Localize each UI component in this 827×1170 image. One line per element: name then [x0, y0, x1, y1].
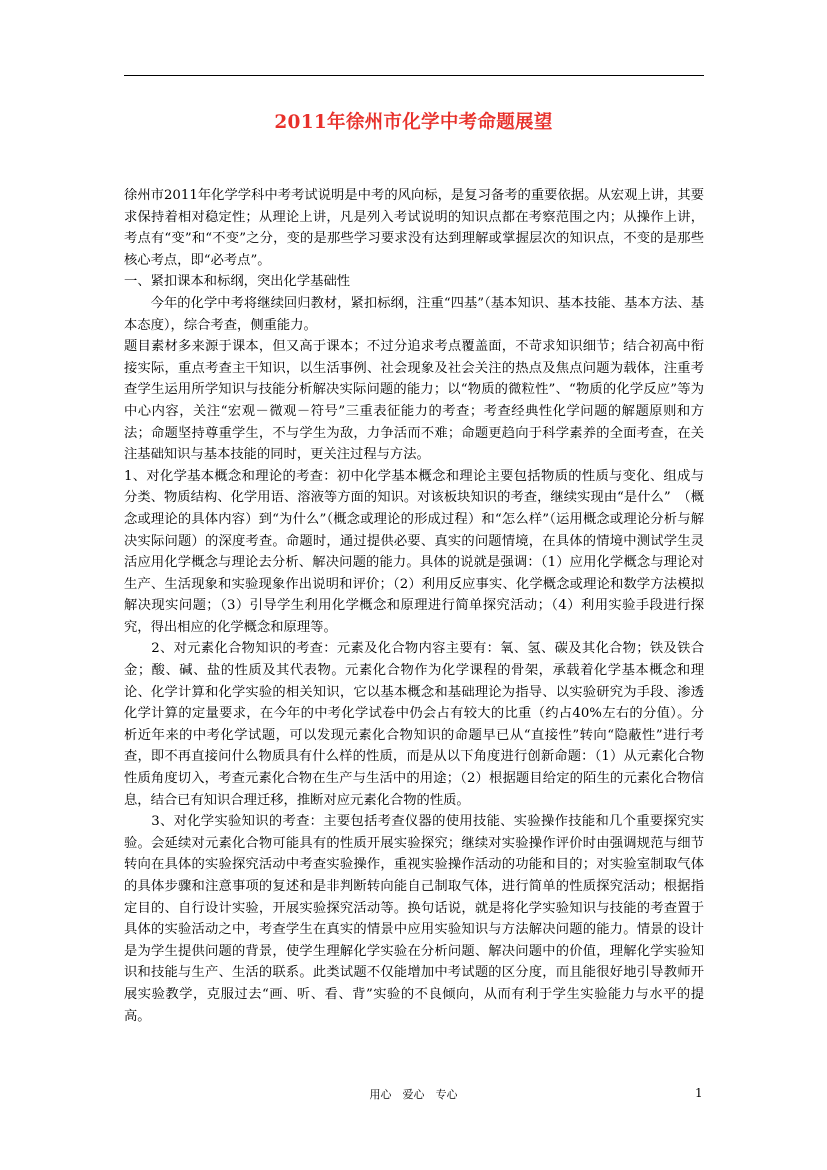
page-number: 1 [695, 1086, 703, 1100]
page-title: 2011年徐州市化学中考命题展望 [274, 112, 553, 133]
paragraph-4: 2、对元素化合物知识的考查：元素及化合物内容主要有：氧、氢、碳及其化合物；铁及铁合金；酸、碱、盐的性质及其代表物。元素化合物作为化学课程的骨架，承载着化学基本概念和理论、化学计算和化学实验的相关知识，它以基本概念和基础理论为指导、以实验研究为手段、渗透化学计算的定量要求，在今年的中考化学试卷中仍会占有较大的比重（约占40%左右的分值）。分析近年来的中考化学试题，可以发现元素化合物知识的命题早已从“直接性”转向“隐蔽性”进行考查，即不再直接问什么物质具有什么样的性质，而是从以下角度进行创新命题：（1）从元素化合物性质角度切入，考查元素化合物在生产与生活中的用途；（2）根据题目给定的陌生的元素化合物信息，结合已有知识合理迁移，推断对应元素化合物的性质。 [124, 641, 704, 808]
paragraph-intro: 徐州市2011年化学学科中考考试说明是中考的风向标，是复习备考的重要依据。从宏观上讲，其要求保持着相对稳定性；从理论上讲，凡是列入考试说明的知识点都在考察范围之内；从操作上讲，考点有“变”和“不变”之分，变的是那些学习要求没有达到理解或掌握层次的知识点，不变的是那些核心考点，即“必考点”。 [124, 188, 704, 268]
section-heading-1: 一、紧扣课本和标纲，突出化学基础性 [124, 274, 351, 290]
footer-motto: 用心 爱心 专心 [369, 1088, 458, 1101]
paragraph-3: 1、对化学基本概念和理论的考查：初中化学基本概念和理论主要包括物质的性质与变化、组成与分类、物质结构、化学用语、溶液等方面的知识。对该板块知识的考查，继续实现由“是什么” （概念或理论的具体内容）到“为什么”（概念或理论的形成过程）和“怎么样”（运用概念或理论分析与解决实际问题）的深度考查。命题时，通过提供必要、真实的问题情境，在具体的情境中测试学生灵活应用化学概念与理论去分析、解决问题的能力。具体的说就是强调：（1）应用化学概念与理论对生产、生活现象和实验现象作出说明和评价；（2）利用反应事实、化学概念或理论和数学方法模拟解决现实问题；（3）引导学生利用化学概念和原理进行简单探究活动；（4）利用实验手段进行探究，得出相应的化学概念和原理等。 [124, 468, 704, 635]
document-body [124, 185, 704, 1027]
paragraph-2: 题目素材多来源于课本，但又高于课本；不过分追求考点覆盖面，不苛求知识细节；结合初高中衔接实际，重点考查主干知识，以生活事例、社会现象及社会关注的热点及焦点问题为载体，注重考查学生运用所学知识与技能分析解决实际问题的能力；以“物质的微粒性”、“物质的化学反应”等为中心内容，关注“宏观－微观－符号”三重表征能力的考查；考查经典性化学问题的解题原则和方法；命题坚持尊重学生，不与学生为敌，力争活而不难；命题更趋向于科学素养的全面考查，在关注基础知识与基本技能的同时，更关注过程与方法。 [124, 339, 704, 463]
header-rule [124, 75, 704, 76]
paragraph-1: 今年的化学中考将继续回归教材，紧扣标纲，注重“四基”（基本知识、基本技能、基本方法、基本态度），综合考查，侧重能力。 [124, 295, 704, 333]
paragraph-5: 3、对化学实验知识的考查：主要包括考查仪器的使用技能、实验操作技能和几个重要探究实验。会延续对元素化合物可能具有的性质开展实验探究；继续对实验操作评价时由强调规范与细节转向在具体的实验探究活动中考查实验操作，重视实验操作活动的功能和目的；对实验室制取气体的具体步骤和注意事项的复述和是非判断转向能自己制取气体，进行简单的性质探究活动；根据指定目的、自行设计实验，开展实验探究活动等。换句话说，就是将化学实验知识与技能的考查置于具体的实验活动之中，考查学生在真实的情景中应用实验知识与方法解决问题的能力。情景的设计是为学生提供问题的背景，使学生理解化学实验在分析问题、解决问题中的价值，理解化学实验知识和技能与生产、生活的联系。此类试题不仅能增加中考试题的区分度，而且能很好地引导教师开展实验教学，克服过去“画、听、看、背”实验的不良倾向，从而有利于学生实验能力与水平的提高。 [124, 814, 704, 1024]
